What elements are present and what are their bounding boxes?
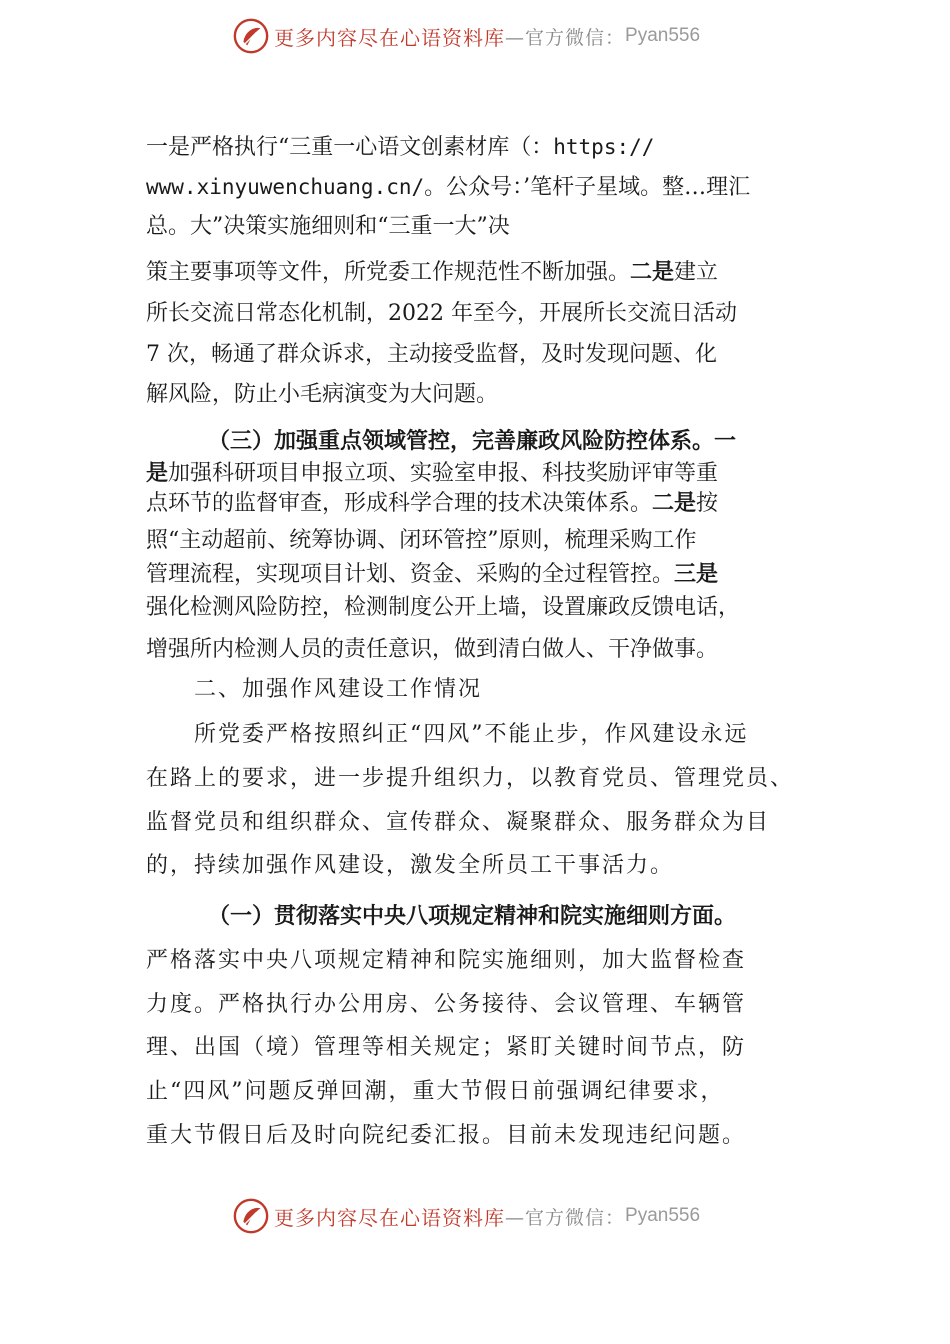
text-line-24: 止“四风”问题反弹回潮，重大节假日前强调纪律要求， bbox=[146, 1079, 725, 1104]
text-line-6: 7 次，畅通了群众诉求，主动接受监督，及时发现问题、化 bbox=[146, 342, 717, 367]
footer-wechat-label: —官方微信： bbox=[505, 1206, 626, 1229]
section-title-2: 二、加强作风建设工作情况 bbox=[194, 677, 483, 702]
logo-icon bbox=[232, 17, 270, 55]
header-banner bbox=[232, 16, 700, 56]
header-account: Pyan556 bbox=[625, 25, 701, 46]
text-line-21: 严格落实中央八项规定精神和院实施细则，加大监督检查 bbox=[146, 948, 747, 973]
text-line-5: 所长交流日常态化机制，2022 年至今，开展所长交流日活动 bbox=[146, 301, 737, 326]
text-line-22: 力度。严格执行办公用房、公务接待、会议管理、车辆管 bbox=[146, 992, 747, 1017]
text-line-13: 强化检测风险防控，检测制度公开上墙，设置廉政反馈电话， bbox=[146, 595, 741, 620]
footer-account: Pyan556 bbox=[625, 1205, 701, 1226]
logo-icon bbox=[232, 1197, 270, 1235]
text-line-4: 策主要事项等文件，所党委工作规范性不断加强。二是建立 bbox=[146, 260, 719, 285]
text-line-25: 重大节假日后及时向院纪委汇报。目前未发现违纪问题。 bbox=[146, 1123, 747, 1148]
text-line-7: 解风险，防止小毛病演变为大问题。 bbox=[146, 382, 499, 407]
text-line-16: 所党委严格按照纠正“四风”不能止步，作风建设永远 bbox=[194, 722, 749, 747]
footer-label: 更多内容尽在心语资料库 bbox=[274, 1205, 505, 1230]
text-line-9: 是加强科研项目申报立项、实验室申报、科技奖励评审等重 bbox=[146, 461, 719, 486]
text-line-11: 照“主动超前、统筹协调、闭环管控”原则，梳理采购工作 bbox=[146, 528, 697, 553]
text-line-19: 的，持续加强作风建设，激发全所员工干事活力。 bbox=[146, 853, 675, 878]
text-line-3: 总。大”决策实施细则和“三重一大”决 bbox=[146, 214, 510, 239]
subsection-heading-1: （一）贯彻落实中央八项规定精神和院实施细则方面。 bbox=[208, 904, 737, 929]
text-line-1: 一是严格执行“三重一心语文创素材库（：https:// bbox=[146, 135, 655, 160]
text-line-2: www.xinyuwenchuang.cn/。公众号：’笔杆子星域。整…理汇 bbox=[146, 175, 751, 200]
text-line-17: 在路上的要求，进一步提升组织力，以教育党员、管理党员、 bbox=[146, 766, 795, 791]
text-line-10: 点环节的监督审查，形成科学合理的技术决策体系。二是按 bbox=[146, 491, 719, 516]
text-line-23: 理、出国（境）管理等相关规定；紧盯关键时间节点，防 bbox=[146, 1035, 747, 1060]
header-wechat-label: —官方微信： bbox=[505, 26, 626, 49]
footer-banner bbox=[232, 1196, 700, 1236]
header-label: 更多内容尽在心语资料库 bbox=[274, 25, 505, 50]
text-line-12: 管理流程，实现项目计划、资金、采购的全过程管控。三是 bbox=[146, 562, 719, 587]
text-line-18: 监督党员和组织群众、宣传群众、凝聚群众、服务群众为目 bbox=[146, 810, 771, 835]
text-line-14: 增强所内检测人员的责任意识，做到清白做人、干净做事。 bbox=[146, 637, 719, 662]
section-heading-3: （三）加强重点领域管控，完善廉政风险防控体系。一 bbox=[208, 429, 737, 454]
